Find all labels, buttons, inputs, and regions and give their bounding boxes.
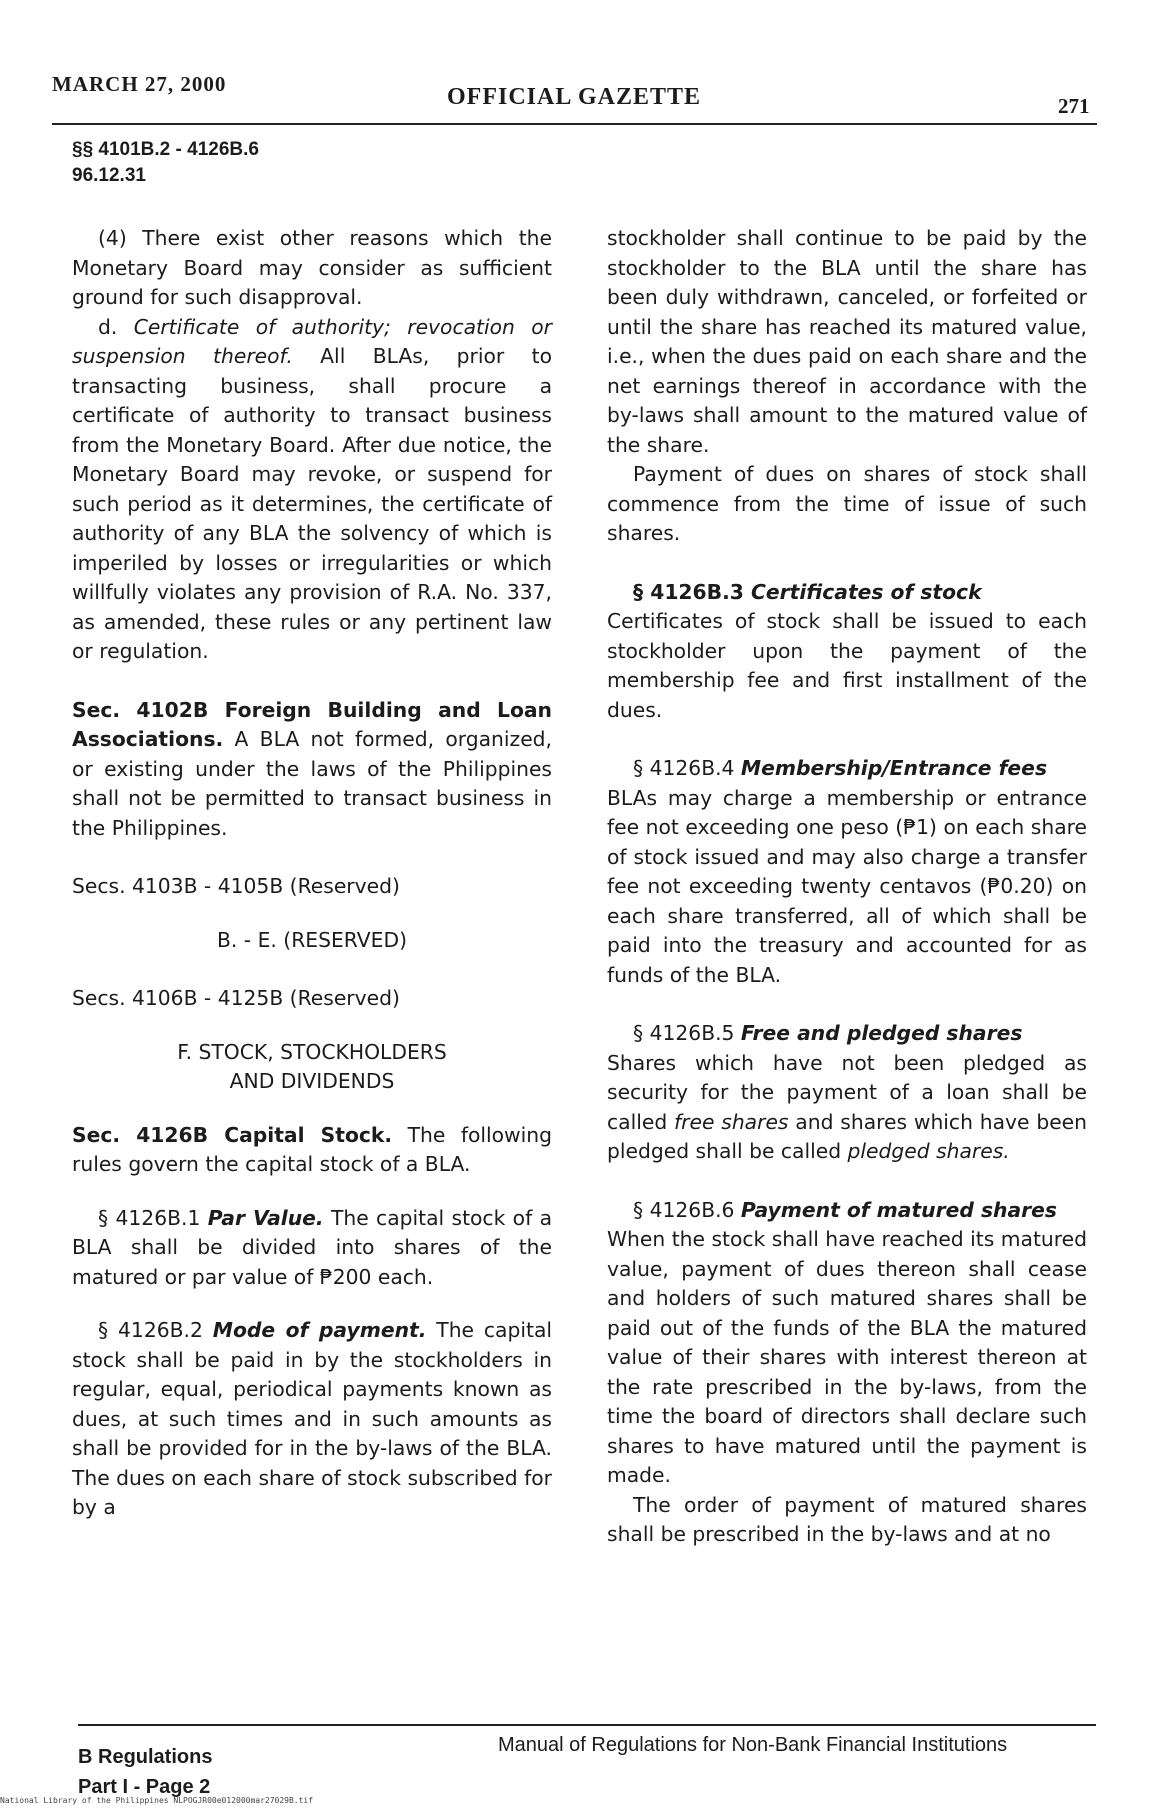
section-4102b: Sec. 4102B Foreign Building and Loan Associations. A BLA not formed, organized, or existing under the laws of the Philippines shall not be permitted to transact business in the Philippines.	[72, 697, 552, 840]
section-4126b-5-heading: § 4126B.5 Free and pledged shares	[633, 1021, 1023, 1045]
footer-manual-title: Manual of Regulations for Non-Bank Financial Institutions	[498, 1734, 1008, 1756]
section-4126b-3-heading: § 4126B.3 Certificates of stock	[633, 579, 982, 604]
header-title: OFFICIAL GAZETTE	[447, 84, 702, 110]
section-4126b-1: § 4126B.1 Par Value. The capital stock of a BLA shall be divided into shares of the matured or par value of ₱200 each.	[72, 1205, 553, 1289]
right-column	[607, 224, 1087, 1550]
section-reference-date: 96.12.31	[72, 165, 146, 186]
section-4126b-6-body: When the stock shall have reached its matured value, payment of dues thereon shall cease and holders of such matured shares shall be paid out of the funds of the BLA the matured value of their shares with interest thereon at the rate prescribed in the by-laws, from the time the board of directors shall declare such shares to have matured until the payment is made.	[607, 1227, 1087, 1487]
part-f-heading	[72, 1038, 552, 1097]
left-column	[72, 224, 552, 1523]
mode-of-payment-heading: Mode of payment.	[212, 1318, 427, 1342]
section-4126b-6-heading: § 4126B.6 Payment of matured shares	[633, 1197, 1057, 1222]
paragraph-payment-of-dues: Payment of dues on shares of stock shall commence from the time of issue of such shares.	[607, 462, 1087, 545]
section-4103b-reserved: Secs. 4103B - 4105B (Reserved)	[72, 874, 400, 898]
scan-source-note: National Library of the Philippines NLPOGJR00e012000mar27029B.tif	[0, 1796, 314, 1805]
section-4126b: Sec. 4126B Capital Stock. The following rules govern the capital stock of a BLA.	[72, 1122, 552, 1176]
section-4126b-3-body: Certificates of stock shall be issued to each stockholder upon the payment of the membership fee and first installment of the dues.	[607, 609, 1087, 722]
paragraph-other-reasons: (4) There exist other reasons which the Monetary Board may consider as sufficient ground for such disapproval.	[72, 226, 552, 309]
paragraph-order-of-payment: The order of payment of matured shares shall be prescribed in the by-laws and at no	[607, 1492, 1087, 1546]
paragraph-certificate-authority: d. Certificate of authority; revocation or suspension thereof. All BLAs, prior to transacting business, shall procure a certificate of authority to transact business from the Monetary Board. After due notice, the Monetary Board may revoke, or suspend for such period as it determines, the certificate of authority of any BLA the solvency of which is imperiled by losses or irregularities or which willfully violates any provision of R.A. No. 337, as amended, these rules or any pertinent law or regulation.	[72, 314, 553, 663]
page-number: 271	[1058, 94, 1090, 118]
footer-rule	[78, 1724, 1096, 1726]
section-4102b-heading: Sec. 4102B Foreign Building and Loan Associations.	[72, 697, 552, 751]
footer-part-page: Part I - Page 2	[78, 1776, 211, 1798]
section-reference-range: §§ 4101B.2 - 4126B.6	[72, 139, 259, 160]
section-4106b-reserved: Secs. 4106B - 4125B (Reserved)	[72, 986, 400, 1010]
certificate-authority-heading: Certificate of authority; revocation or suspension thereof.	[72, 314, 552, 368]
section-reference	[72, 137, 259, 189]
section-4126b-4-heading: § 4126B.4 Membership/Entrance fees	[633, 756, 1048, 780]
header-rule	[52, 123, 1097, 125]
part-f-heading-line2: AND DIVIDENDS	[229, 1069, 395, 1093]
footer-left	[78, 1742, 212, 1802]
section-4126b-5-body: Shares which have not been pledged as security for the payment of a loan shall be called free shares and shares which have been pledged shall be called pledged shares.	[607, 1050, 1087, 1163]
section-4126b-2: § 4126B.2 Mode of payment. The capital stock shall be paid in by the stockholders in regular, equal, periodical payments known as dues, at such times and in such amounts as shall be provided for in the by-laws of the BLA. The dues on each share of stock subscribed for by a	[72, 1318, 553, 1519]
par-value-heading: Par Value.	[207, 1205, 324, 1230]
section-4126b-4-body: BLAs may charge a membership or entrance fee not exceeding one peso (₱1) on each share of stock issued and may also charge a transfer fee not exceeding twenty centavos (₱0.20) on each share transferred, all of which shall be paid into the treasury and accounted for as funds of the BLA.	[607, 785, 1087, 987]
section-4126b-heading: Sec. 4126B Capital Stock.	[72, 1122, 393, 1147]
part-b-e-reserved: B. - E. (RESERVED)	[217, 927, 407, 952]
part-f-heading-line1: F. STOCK, STOCKHOLDERS	[177, 1039, 447, 1064]
footer-regulations: B Regulations	[78, 1746, 213, 1768]
paragraph-dues-continuation: stockholder shall continue to be paid by the stockholder to the BLA until the share has been duly withdrawn, canceled, or forfeited or until the share has reached its matured value, i.e., when the dues paid on each share and the net earnings thereof in accordance with the by-laws shall amount to the matured value of the share.	[607, 226, 1087, 457]
header-date: MARCH 27, 2000	[52, 72, 227, 96]
